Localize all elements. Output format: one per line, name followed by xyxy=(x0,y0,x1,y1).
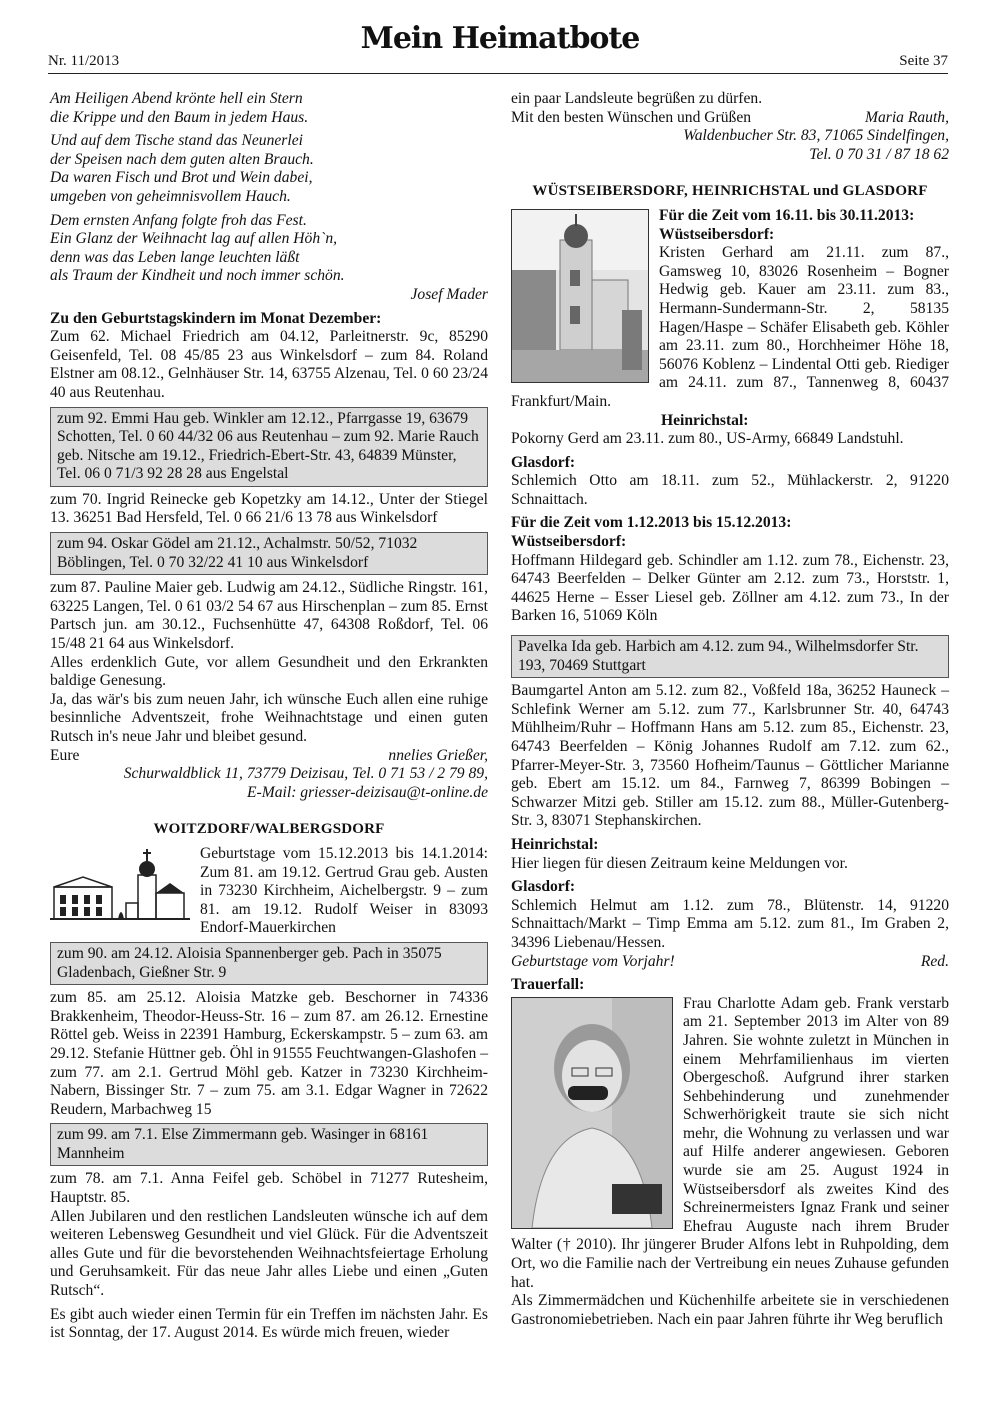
woitzdorf-paragraph: Allen Jubilaren und den restlichen Landsleuten wünsche ich auf dem weiteren Lebensweg Gesundheit und viel Glück. Für die Adventszeit alles Gute und für die bevorstehenden Weihnachtsfeiertage Erholung und Geruhsamkeit. Für das neue Jahr alles Liebe und einen „Guten Rutsch“. xyxy=(50,1207,488,1300)
signature-phone: Tel. 0 70 31 / 87 18 62 xyxy=(809,145,949,163)
birthday-heading: Zu den Geburtstagskindern im Monat Dezember: xyxy=(50,309,382,327)
obituary-paragraph: Als Zimmermädchen und Küchenhilfe arbeitete sie in verschiedenen Gastronomiebetrieben. Nach ein paar Jahren führte ihr Weg beruflich xyxy=(511,1292,949,1328)
right-column xyxy=(511,90,949,1329)
poem-line: der Speisen nach dem guten alten Brauch. xyxy=(50,150,314,168)
section-heading-woitzdorf: WOITZDORF/WALBERGSDORF xyxy=(153,821,385,838)
birthday-paragraph: Hoffmann Hildegard geb. Schindler am 1.12. zum 78., Eichenstr. 23, 64743 Beerfelden – Delker Günter am 2.12. zum 73., Horststr. 1, 44625 Herne – Esser Liesel geb. Zöllner am 4.12. zum 73., In der Barken 16, 51069 Köln xyxy=(511,551,949,625)
highlight-box xyxy=(50,532,488,575)
page-number: Seite 37 xyxy=(899,53,948,69)
woitzdorf-paragraph: Es gibt auch wieder einen Termin für ein Treffen im nächsten Jahr. Es ist Sonntag, der 17. August 2014. Es würde mich freuen, wieder xyxy=(50,1305,488,1342)
poem-line: Da waren Fisch und Brot und Wein dabei, xyxy=(50,169,313,187)
birthday-paragraph: Schlemich Otto am 18.11. zum 52., Mühlackerstr. 2, 91220 Schnaittach. xyxy=(511,472,949,508)
obituary-photo xyxy=(511,997,673,1229)
poem-line: umgeben von geheimnisvollem Hauch. xyxy=(50,187,291,205)
box-text: zum 90. am 24.12. Aloisia Spannenberger geb. Pach in 35075 Gladenbach, Gießner Str. 9 xyxy=(57,944,442,981)
woman-on-phone-photo xyxy=(511,997,673,1229)
place-heading: Glasdorf: xyxy=(511,878,576,896)
wishes-paragraph: Ja, das wär's bis zum neuen Jahr, ich wünsche Euch allen eine ruhige besinnliche Adventszeit, frohe Weihnachtstage und einen guten Rutsch in's neue Jahr und bleibet gesund. xyxy=(50,690,488,745)
continued-paragraph: ein paar Landsleute begrüßen zu dürfen. xyxy=(511,90,763,107)
poem-line: Und auf dem Tische stand das Neunerlei xyxy=(50,132,303,150)
signature-name: nnelies Grießer, xyxy=(388,746,488,764)
obituary-heading: Trauerfall: xyxy=(511,976,585,994)
poem-line: denn was das Leben lange leuchten läßt xyxy=(50,248,300,266)
poem-line: als Traum der Kindheit und noch immer schön. xyxy=(50,267,345,285)
place-heading: Glasdorf: xyxy=(511,453,576,471)
highlight-box xyxy=(50,942,488,985)
birthday-paragraph: Baumgartel Anton am 5.12. zum 82., Voßfeld 18a, 36252 Hauneck – Schlefink Werner am 5.12. zum 77., Karlsbrunner Str. 40, 64743 Mühlheim/Ruhr – Hoffmann Hans am 5.12. zum 85., Eichenstr. 23, 64743 Beerfelden – König Johannes Rudolf am 7.12. zum 62., Pfarrer-Meyer-Str. 3, 73560 Hofheim/Taunus – Göttlicher Marianne geb. Ebert am 15.12. um 84., Farnweg 7, 86399 Bobingen – Schwarzer Mitzi geb. Stiller am 15.12. zum 88., Müller-Gutenberg-Str. 3, 83071 Stephanskirchen. xyxy=(511,682,949,830)
church-photo-image xyxy=(511,209,649,383)
birthday-paragraph: Zum 62. Michael Friedrich am 04.12, Parleitnerstr. 9c, 85290 Geisenfeld, Tel. 08 45/85 23 aus Winkelsdorf – zum 84. Roland Elstner am 08.12., Gelnhäuser Str. 14, 63755 Alzenau, Tel. 0 60 23/24 40 aus Reutenhau. xyxy=(50,328,488,401)
editor-note-row xyxy=(511,953,949,972)
signature-address: Waldenbucher Str. 83, 71065 Sindelfingen, xyxy=(683,127,949,145)
editor-note: Geburtstage vom Vorjahr! xyxy=(511,952,675,970)
left-column xyxy=(50,90,488,1343)
birthday-paragraph: Schlemich Helmut am 1.12. zum 78., Blütenstr. 14, 91220 Schnaittach/Markt – Timp Emma am 5.12. zum 81., Im Graben 2, 34396 Liebenau/Hessen. xyxy=(511,896,949,951)
woitzdorf-paragraph: Geburtstage vom 15.12.2013 bis 14.1.2014: Zum 81. am 19.12. Gertrud Grau geb. Austen in 73230 Kirchheim, Aichelbergstr. 9 – zum 81. am 19.12. Rudolf Weiser in 83093 Endorf-Mauerkirchen xyxy=(200,844,488,937)
poem-line: Am Heiligen Abend krönte hell ein Stern xyxy=(50,90,303,107)
highlight-box xyxy=(50,1123,488,1166)
section-heading-wuestseibersdorf: WÜSTSEIBERSDORF, HEINRICHSTAL und GLASDORF xyxy=(532,183,928,200)
village-church-illustration xyxy=(50,847,190,923)
greeting: Mit den besten Wünschen und Grüßen xyxy=(511,108,752,126)
obituary-paragraph: Frau Charlotte Adam geb. Frank verstarb am 21. September 2013 im Alter von 89 Jahren. Sie wohnte zuletzt in München in einem Mehrfamilienhaus im vierten Obergeschoß. Aufgrund ihrer starken Sehbehinderung und zunehmender Schwerhörigkeit traute sie sich nicht mehr, die Wohnung zu verlassen und war auf Hilfe anderer angewiesen. Geboren wurde sie am 25. August 1924 in Wüstseibersdorf als zweites Kind des Schreinermeisters Ignaz Frank und seiner Ehefrau Auguste nach ihrem Bruder Walter († 2010). Ihr jüngerer Bruder Alfons lebt in Ruhpolding, dem Ort, wo die Familie nach der Vertreibung ein neues Zuhause gefunden hat. xyxy=(511,994,949,1291)
birthday-paragraph: zum 70. Ingrid Reinecke geb Kopetzky am 14.12., Unter der Stiegel 13. 36251 Bad Hersfeld, Tel. 0 66 21/6 13 78 aus Winkelsdorf xyxy=(50,490,488,527)
place-heading: Heinrichstal: xyxy=(661,411,749,429)
place-heading: Wüstseibersdorf: xyxy=(659,225,775,243)
box-text: Pavelka Ida geb. Harbich am 4.12. zum 94., Wilhelmsdorfer Str. 193, 70469 Stuttgart xyxy=(518,638,919,674)
masthead-logo: Mein Heimatbote xyxy=(360,21,640,56)
church-photo xyxy=(511,209,649,383)
woitzdorf-paragraph: zum 78. am 7.1. Anna Feifel geb. Schöbel in 71277 Rutesheim, Hauptstr. 85. xyxy=(50,1170,488,1207)
signature-row xyxy=(50,747,488,766)
woitzdorf-paragraph: zum 85. am 25.12. Aloisia Matzke geb. Beschorner in 74336 Brakkenheim, Theodor-Heuss-Str. 16 – zum 87. am 26.12. Ernestine Röttel geb. Weiss in 22391 Hamburg, Eckerskampstr. 5 – zum 63. am 29.12. Stefanie Hüttner geb. Öhl in 91555 Feuchtwangen-Glashofen – zum 77. am 2.1. Gertrud Möhl geb. Katzer in 73230 Kirchheim-Nabern, Bissinger Str. 7 – zum 75. am 3.1. Edgar Wagner in 72622 Reudern, Marbachweg 15 xyxy=(50,989,488,1118)
poem-author: Josef Mader xyxy=(410,285,488,303)
birthday-paragraph: Kristen Gerhard am 21.11. zum 87., Gamsweg 10, 83026 Rosenheim – Bogner Hedwig geb. Kauer am 23.11. zum 83., Hermann-Sundermann-Str. 2, 58135 Hagen/Haspe – Schäfer Elisabeth geb. Köhler am 23.11. zum 80., Horchheimer Höhe 18, 56076 Koblenz – Lindental Otti geb. Riediger am 24.11. zum 87., Tannenweg 8, 60437 Frankfurt/Main. xyxy=(511,244,949,410)
birthday-paragraph: Pokorny Gerd am 23.11. zum 80., US-Army, 66849 Landstuhl. xyxy=(511,430,904,448)
box-text: zum 99. am 7.1. Else Zimmermann geb. Wasinger in 68161 Mannheim xyxy=(57,1126,429,1162)
issue-number: Nr. 11/2013 xyxy=(48,53,120,69)
period-heading: Für die Zeit vom 1.12.2013 bis 15.12.2013: xyxy=(511,514,792,532)
birthday-paragraph: zum 87. Pauline Maier geb. Ludwig am 24.12., Südliche Ringstr. 161, 63225 Langen, Tel. 0 61 03/2 54 67 aus Hirschenplan – zum 85. Ernst Partsch jun. am 30.12., Fuchsenhütte 47, 64308 Roßdorf, Tel. 06 15/48 21 64 aus Winkelsdorf. xyxy=(50,579,488,653)
signature-name: Maria Rauth, xyxy=(864,108,949,126)
box-text: zum 94. Oskar Gödel am 21.12., Achalmstr. 50/52, 71032 Böblingen, Tel. 0 70 32/22 41 10 aus Winkelsdorf xyxy=(57,535,418,571)
village-drawing xyxy=(50,847,190,929)
wishes-paragraph: Alles erdenklich Gute, vor allem Gesundheit und den Erkrankten baldige Genesung. xyxy=(50,653,488,690)
place-heading: Heinrichstal: xyxy=(511,835,599,853)
signature-email: E-Mail: griesser-deizisau@t-online.de xyxy=(247,783,488,801)
poem-line: die Krippe und den Baum in jedem Haus. xyxy=(50,108,309,126)
header-rule xyxy=(48,73,948,74)
christmas-poem xyxy=(50,90,488,305)
note-paragraph: Hier liegen für diesen Zeitraum keine Meldungen vor. xyxy=(511,854,848,872)
poem-line: Dem ernsten Anfang folgte froh das Fest. xyxy=(50,211,307,229)
place-heading: Wüstseibersdorf: xyxy=(511,533,627,551)
closing: Eure xyxy=(50,746,80,764)
highlight-box xyxy=(511,635,949,678)
highlight-box xyxy=(50,407,488,487)
editor-sign: Red. xyxy=(920,952,949,970)
box-text: zum 92. Emmi Hau geb. Winkler am 12.12., Pfarrgasse 19, 63679 Schotten, Tel. 0 60 44/32 06 aus Reutenhau – zum 92. Marie Rauch geb. Nitsche am 19.12., Friedrich-Ebert-Str. 43, 64839 Münster, Tel. 06 0 71/3 92 28 28 aus Engelstal xyxy=(57,409,479,483)
signature-row xyxy=(511,109,949,128)
poem-line: Ein Glanz der Weihnacht lag auf allen Höh`n, xyxy=(50,230,338,248)
signature-address: Schurwaldblick 11, 73779 Deizisau, Tel. 0 71 53 / 2 79 89, xyxy=(123,765,488,783)
period-heading: Für die Zeit vom 16.11. bis 30.11.2013: xyxy=(659,206,915,224)
